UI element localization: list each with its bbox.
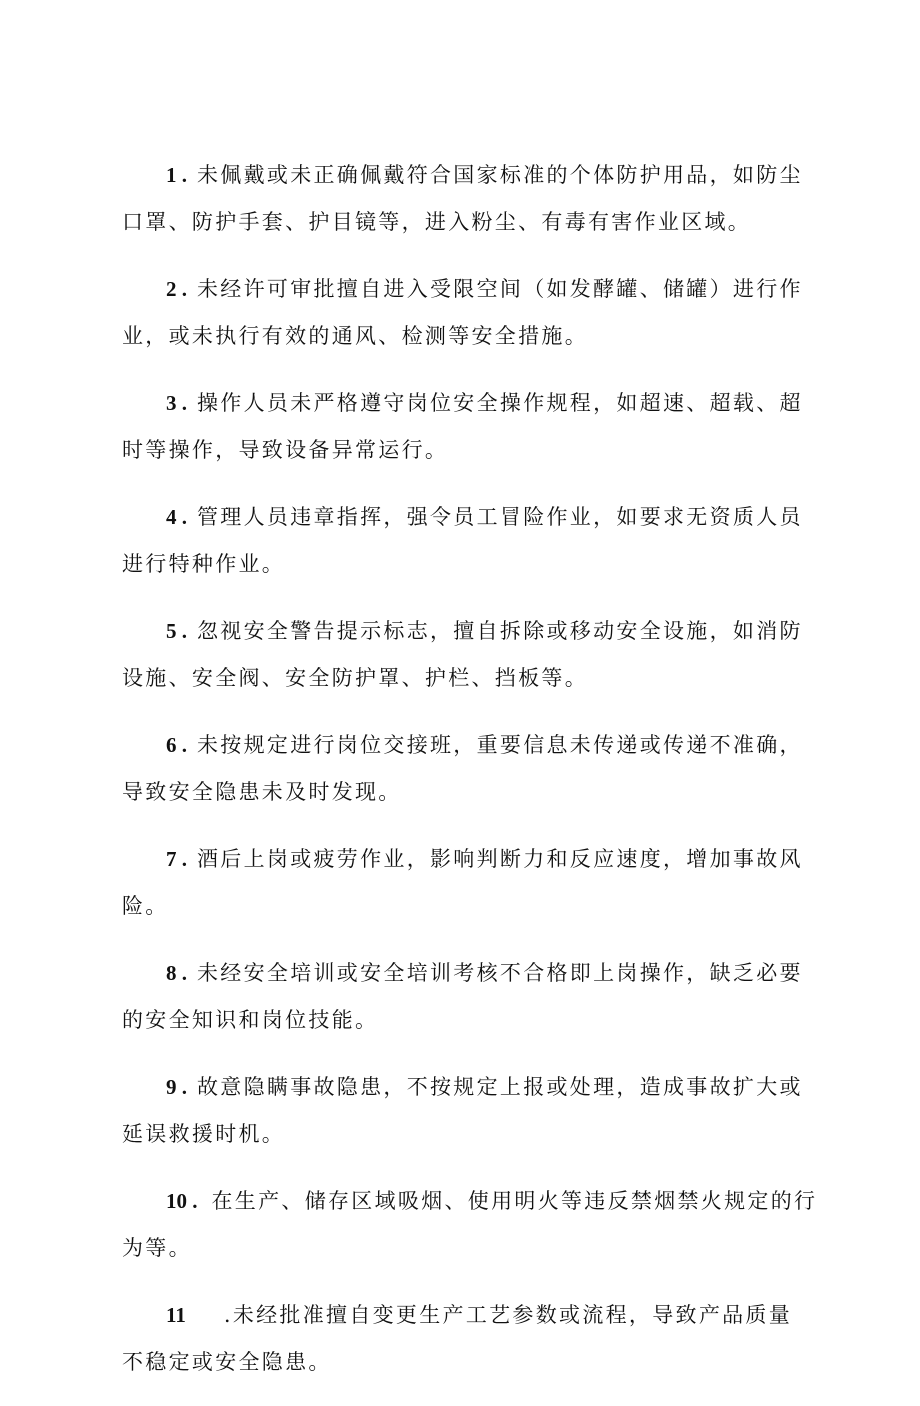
item-number: 1 . — [166, 163, 187, 187]
list-item — [122, 380, 812, 474]
list-item — [122, 152, 812, 246]
item-text-line-2: 为等。 — [122, 1236, 192, 1260]
item-text-line-1: 故意隐瞒事故隐患，不按规定上报或处理，造成事故扩大或 — [197, 1075, 803, 1099]
list-item — [122, 494, 812, 588]
item-text-line-2: 的安全知识和岗位技能。 — [122, 1008, 379, 1032]
item-text-line-1: 未经许可审批擅自进入受限空间（如发酵罐、储罐）进行作 — [197, 277, 803, 301]
item-number: 2 . — [166, 277, 187, 301]
item-text-line-1: 未经安全培训或安全培训考核不合格即上岗操作，缺乏必要 — [197, 961, 803, 985]
item-text-line-2: 延误救援时机。 — [122, 1122, 286, 1146]
item-text-line-2: 口罩、防护手套、护目镜等，进入粉尘、有毒有害作业区域。 — [122, 210, 752, 234]
item-text-line-2: 设施、安全阀、安全防护罩、护栏、挡板等。 — [122, 666, 588, 690]
item-text-line-1: 管理人员违章指挥，强令员工冒险作业，如要求无资质人员 — [197, 505, 803, 529]
item-text-line-2: 业，或未执行有效的通风、检测等安全措施。 — [122, 324, 588, 348]
item-text-line-2: 导致安全隐患未及时发现。 — [122, 780, 402, 804]
document-body — [122, 152, 818, 1406]
item-text-line-2: 进行特种作业。 — [122, 552, 286, 576]
item-number: 6 . — [166, 733, 187, 757]
list-item — [122, 950, 812, 1044]
item-text-line-1: 忽视安全警告提示标志，擅自拆除或移动安全设施，如消防 — [197, 619, 803, 643]
item-number: 5 . — [166, 619, 187, 643]
list-item — [122, 836, 812, 930]
list-item — [122, 266, 812, 360]
item-text-line-1: 未按规定进行岗位交接班，重要信息未传递或传递不准确， — [197, 733, 803, 757]
list-item — [122, 608, 812, 702]
item-text-line-1: 操作人员未严格遵守岗位安全操作规程，如超速、超载、超 — [197, 391, 803, 415]
list-item — [122, 1178, 818, 1272]
item-text-line-2: 险。 — [122, 894, 169, 918]
item-number: 7 . — [166, 847, 187, 871]
item-text-line-1: 酒后上岗或疲劳作业，影响判断力和反应速度，增加事故风 — [197, 847, 803, 871]
item-number: 3 . — [166, 391, 187, 415]
list-item — [122, 1292, 812, 1386]
item-number: 9 . — [166, 1075, 187, 1099]
item-number: 10 . — [166, 1189, 198, 1213]
item-number: 8 . — [166, 961, 187, 985]
item-text-line-1: .未经批准擅自变更生产工艺参数或流程，导致产品质量 — [223, 1303, 793, 1327]
list-item — [122, 1064, 812, 1158]
item-text-line-2: 时等操作，导致设备异常运行。 — [122, 438, 449, 462]
item-number: 11 — [166, 1303, 186, 1327]
item-text-line-2: 不稳定或安全隐患。 — [122, 1350, 332, 1374]
item-text-line-1: 在生产、储存区域吸烟、使用明火等违反禁烟禁火规定的行 — [211, 1189, 818, 1213]
list-item — [122, 722, 812, 816]
item-text-line-1: 未佩戴或未正确佩戴符合国家标准的个体防护用品，如防尘 — [197, 163, 803, 187]
item-number: 4 . — [166, 505, 187, 529]
